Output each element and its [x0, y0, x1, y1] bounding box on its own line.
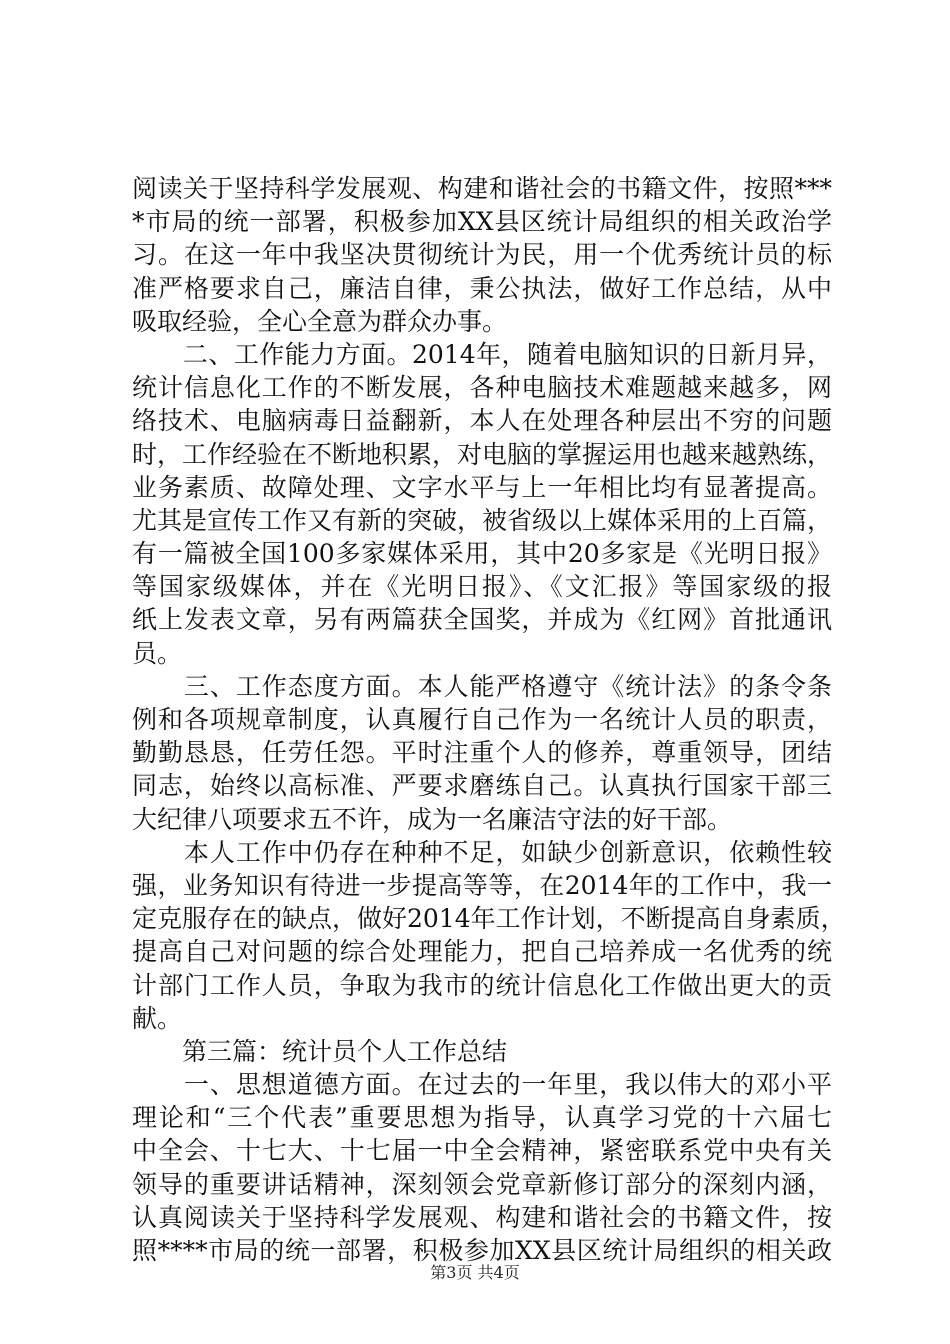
text-line: 强，业务知识有待进一步提高等等，在2014年的工作中，我一	[132, 870, 832, 900]
text-line: 三、工作态度方面。本人能严格遵守《统计法》的条令条	[132, 671, 832, 701]
text-line: 计部门工作人员，争取为我市的统计信息化工作做出更大的贡	[132, 970, 832, 1000]
text-line: 理论和“三个代表”重要思想为指导，认真学习党的十六届七	[132, 1103, 832, 1133]
text-line: 员。	[132, 638, 183, 668]
text-line: 定克服存在的缺点，做好2014年工作计划，不断提高自身素质，	[132, 904, 846, 934]
text-line: 一、思想道德方面。在过去的一年里，我以伟大的邓小平	[132, 1070, 832, 1100]
text-line: 照****市局的统一部署，积极参加XX县区统计局组织的相关政	[132, 1236, 832, 1265]
text-line: 本人工作中仍存在种种不足，如缺少创新意识，依赖性较	[132, 837, 832, 867]
text-line: 时，工作经验在不断地积累，对电脑的掌握运用也越来越熟练，	[132, 439, 833, 469]
text-line: 勤勤恳恳，任劳任怨。平时注重个人的修养，尊重领导，团结	[132, 738, 832, 768]
text-line: 有一篇被全国100多家媒体采用，其中20多家是《光明日报》	[132, 539, 832, 569]
text-line: 大纪律八项要求五不许，成为一名廉洁守法的好干部。	[132, 804, 733, 834]
text-line: 同志，始终以高标准、严要求磨练自己。认真执行国家干部三	[132, 771, 832, 801]
text-line: 吸取经验，全心全意为群众办事。	[132, 306, 508, 336]
section-heading: 第三篇：统计员个人工作总结	[132, 1036, 508, 1066]
page-footer: 第3页 共4页	[430, 1263, 520, 1282]
text-line: 纸上发表文章，另有两篇获全国奖，并成为《红网》首批通讯	[132, 605, 832, 635]
text-line: 二、工作能力方面。2014年，随着电脑知识的日新月异，	[132, 339, 832, 369]
text-line: 络技术、电脑病毒日益翻新，本人在处理各种层出不穷的问题	[132, 406, 832, 436]
text-line: 提高自己对问题的综合处理能力，把自己培养成一名优秀的统	[132, 937, 832, 967]
document-body	[132, 172, 846, 1267]
text-line: 认真阅读关于坚持科学发展观、构建和谐社会的书籍文件，按	[132, 1202, 832, 1232]
text-line: *市局的统一部署，积极参加XX县区统计局组织的相关政治学	[132, 207, 832, 237]
text-line: 献。	[132, 1003, 183, 1033]
text-line: 例和各项规章制度，认真履行自己作为一名统计人员的职责，	[132, 705, 832, 734]
text-line: 阅读关于坚持科学发展观、构建和谐社会的书籍文件，按照***	[132, 174, 832, 203]
text-line: 中全会、十七大、十七届一中全会精神，紧密联系党中央有关	[132, 1136, 832, 1166]
text-line: 等国家级媒体，并在《光明日报》、《文汇报》等国家级的报	[132, 572, 832, 602]
text-line: 习。在这一年中我坚决贯彻统计为民，用一个优秀统计员的标	[132, 240, 832, 270]
text-line: 准严格要求自己，廉洁自律，秉公执法，做好工作总结，从中	[132, 273, 832, 303]
text-line: 领导的重要讲话精神，深刻领会党章新修订部分的深刻内涵，	[132, 1169, 832, 1199]
text-line: 尤其是宣传工作又有新的突破，被省级以上媒体采用的上百篇，	[132, 505, 833, 535]
text-line: 业务素质、故障处理、文字水平与上一年相比均有显著提高。	[132, 472, 832, 502]
text-line: 统计信息化工作的不断发展，各种电脑技术难题越来越多，网	[132, 373, 832, 403]
